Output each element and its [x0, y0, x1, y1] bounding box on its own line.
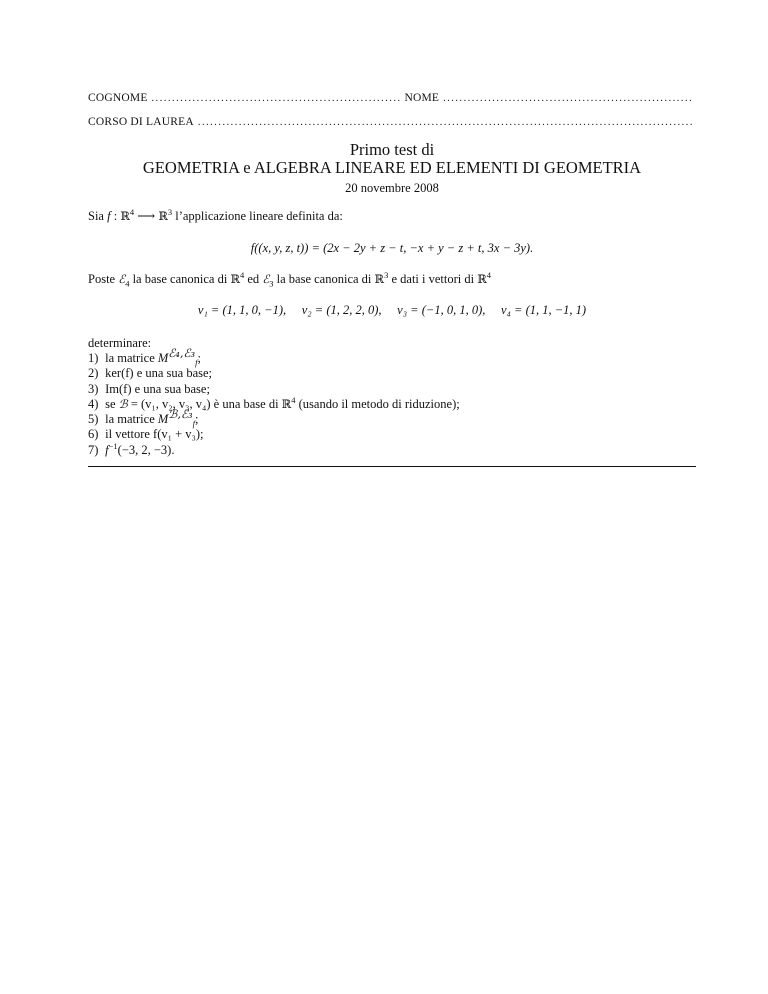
task-4-R: ℝ — [281, 396, 292, 411]
task-1-subscript: f — [195, 357, 198, 368]
linear-map-formula: f((x, y, z, t)) = (2x − 2y + z − t, −x + y − z + t, 3x − 3y). — [250, 241, 534, 255]
intro-arrow: ⟶ — [134, 209, 159, 223]
task-5-text: la matrice — [105, 412, 158, 427]
poste-R4: ℝ — [230, 272, 240, 286]
task-1-M: M — [157, 351, 169, 365]
vector-v1: v₁ = (1, 1, 0, −1), — [197, 303, 287, 317]
task-7 — [88, 440, 460, 458]
cognome-label: COGNOME — [88, 92, 148, 104]
poste-t3: ed — [244, 272, 263, 286]
vector-v2: v₂ = (1, 2, 2, 0), — [301, 303, 382, 317]
basis-paragraph — [88, 269, 492, 289]
poste-R4b: ℝ — [477, 272, 487, 286]
task-7-number: 7) — [88, 442, 99, 457]
intro-exp3: 3 — [167, 206, 173, 217]
poste-t1: Poste — [88, 272, 119, 286]
poste-sup4: 4 — [240, 269, 245, 280]
corso-field-row — [88, 116, 696, 128]
task-4-text-a: se — [105, 396, 119, 411]
intro-exp4: 4 — [129, 206, 135, 217]
task-3-text: Im(f) e una sua base; — [105, 381, 210, 396]
poste-t5: e dati i vettori di — [388, 272, 478, 286]
vector-v4: v₄ = (1, 1, −1, 1) — [501, 303, 587, 317]
task-2-text: ker(f) e una sua base; — [105, 366, 213, 381]
poste-t2: la base canonica di — [129, 272, 231, 286]
task-7-f: f — [105, 442, 109, 457]
task-1-superscript: ℰ₄,ℰ₃ — [168, 345, 196, 360]
nome-label: NOME — [404, 92, 440, 104]
intro-f: f — [107, 209, 111, 223]
task-3-number: 3) — [88, 381, 99, 396]
intro-rest: l’applicazione lineare definita da: — [172, 209, 343, 223]
task-5-superscript: ℬ,ℰ₃ — [168, 407, 193, 422]
intro-paragraph — [88, 208, 343, 224]
task-6-number: 6) — [88, 427, 99, 442]
task-4 — [88, 394, 460, 412]
task-5-M: M — [157, 412, 169, 427]
task-5 — [88, 407, 460, 429]
poste-R3: ℝ — [374, 272, 385, 286]
task-5-number: 5) — [88, 412, 99, 427]
poste-sup4b: 4 — [486, 269, 492, 280]
task-list — [88, 345, 460, 458]
exam-date: 20 novembre 2008 — [345, 181, 439, 195]
poste-E4: ℰ — [118, 272, 126, 286]
poste-sub4: 4 — [125, 278, 130, 289]
intro-R-codomain: ℝ — [158, 209, 168, 223]
task-4-number: 4) — [88, 396, 99, 411]
cognome-fill-line[interactable] — [152, 93, 401, 104]
corso-label: CORSO DI LAUREA — [88, 116, 194, 128]
task-4-exp: 4 — [291, 394, 296, 405]
poste-sup3: 3 — [384, 269, 389, 280]
task-1-text: la matrice — [105, 351, 158, 365]
intro-R-domain: ℝ — [120, 209, 130, 223]
poste-E3: ℰ — [262, 272, 270, 286]
bottom-rule — [88, 466, 696, 467]
task-1 — [88, 345, 460, 368]
course-title: GEOMETRIA e ALGEBRA LINEARE ED ELEMENTI DI GEOMETRIA — [142, 158, 642, 177]
intro-sia: Sia — [88, 209, 104, 223]
task-4-text-b: = (v₁, v₂, v₃, v₄) è una base di — [127, 396, 282, 411]
corso-fill-line[interactable] — [198, 117, 692, 128]
poste-sub3: 3 — [269, 278, 274, 289]
vectors-line — [88, 303, 696, 318]
task-5-subscript: f — [192, 418, 195, 429]
poste-t4: la base canonica di — [273, 272, 375, 286]
name-fields-row — [88, 92, 696, 104]
nome-fill-line[interactable] — [443, 93, 692, 104]
task-5-semicolon: ; — [194, 412, 199, 427]
task-7-text: (−3, 2, −3). — [117, 442, 175, 457]
task-1-number: 1) — [88, 351, 99, 365]
task-6 — [88, 427, 460, 442]
intro-colon: : — [110, 209, 121, 223]
task-2-number: 2) — [88, 366, 99, 381]
task-6-text: il vettore f(v₁ + v₃); — [105, 427, 204, 442]
task-3 — [88, 382, 460, 397]
vector-v3: v₃ = (−1, 0, 1, 0), — [397, 303, 486, 317]
determinare-label: determinare: — [88, 336, 152, 350]
test-title: Primo test di — [349, 140, 435, 159]
task-2 — [88, 366, 460, 381]
task-1-semicolon: ; — [197, 351, 201, 365]
task-7-exp: −1 — [108, 440, 118, 451]
exam-page — [88, 0, 696, 994]
task-4-text-c: (usando il metodo di riduzione); — [295, 396, 460, 411]
task-4-B: ℬ — [118, 396, 128, 411]
